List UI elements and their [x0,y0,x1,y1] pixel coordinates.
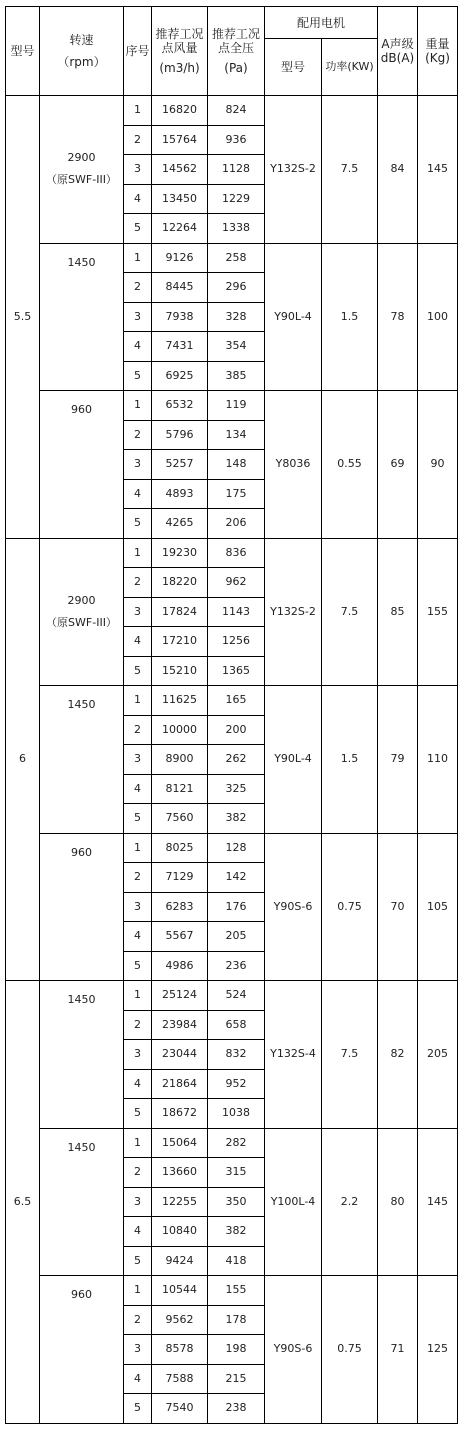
noise-cell: 71 [378,1276,418,1424]
pressure-cell: 382 [208,804,265,834]
table-row [6,391,458,421]
motor-model-cell: Y90S-6 [265,1276,322,1424]
pressure-cell: 142 [208,863,265,893]
pressure-cell: 315 [208,1158,265,1188]
seq-cell: 1 [124,391,152,421]
seq-cell: 4 [124,332,152,362]
table-body [6,96,458,1424]
flow-cell: 6925 [152,361,208,391]
seq-cell: 3 [124,302,152,332]
header-flow-line1: 推荐工况 [155,27,204,41]
speed-cell: 1450 [40,243,124,391]
model-cell: 6 [6,538,40,981]
seq-cell: 2 [124,1158,152,1188]
speed-cell [40,538,124,686]
flow-cell: 7560 [152,804,208,834]
table-row [6,243,458,273]
pressure-cell: 325 [208,774,265,804]
table-header [6,7,458,96]
flow-cell: 9126 [152,243,208,273]
seq-cell: 2 [124,273,152,303]
flow-cell: 9424 [152,1246,208,1276]
table-row [6,1276,458,1306]
weight-cell: 105 [418,833,458,981]
seq-cell: 2 [124,715,152,745]
flow-cell: 15064 [152,1128,208,1158]
pressure-cell: 200 [208,715,265,745]
weight-cell: 110 [418,686,458,834]
header-flow-unit: (m3/h) [159,61,200,75]
pressure-cell: 936 [208,125,265,155]
noise-cell: 79 [378,686,418,834]
pressure-cell: 119 [208,391,265,421]
motor-power-cell: 7.5 [322,981,378,1129]
flow-cell: 7588 [152,1364,208,1394]
seq-cell: 4 [124,627,152,657]
pressure-cell: 215 [208,1364,265,1394]
flow-cell: 13660 [152,1158,208,1188]
header-weight-label: 重量 [425,37,450,51]
flow-cell: 4265 [152,509,208,539]
pressure-cell: 832 [208,1040,265,1070]
seq-cell: 5 [124,656,152,686]
fan-spec-table [5,6,458,1424]
noise-cell: 82 [378,981,418,1129]
pressure-cell: 962 [208,568,265,598]
header-pressure [208,7,265,96]
flow-cell: 18220 [152,568,208,598]
flow-cell: 17210 [152,627,208,657]
flow-cell: 14562 [152,155,208,185]
seq-cell: 5 [124,951,152,981]
flow-cell: 10544 [152,1276,208,1306]
header-pressure-unit: (Pa) [224,61,248,75]
seq-cell: 2 [124,1305,152,1335]
pressure-cell: 1256 [208,627,265,657]
header-noise-line2: dB(A) [380,51,415,65]
seq-cell: 2 [124,420,152,450]
pressure-cell: 382 [208,1217,265,1247]
seq-cell: 1 [124,538,152,568]
motor-model-cell: Y132S-4 [265,981,322,1129]
seq-cell: 5 [124,1394,152,1424]
motor-model-cell: Y100L-4 [265,1128,322,1276]
noise-cell: 85 [378,538,418,686]
seq-cell: 3 [124,155,152,185]
flow-cell: 23044 [152,1040,208,1070]
pressure-cell: 296 [208,273,265,303]
seq-cell: 1 [124,96,152,126]
pressure-cell: 418 [208,1246,265,1276]
seq-cell: 3 [124,597,152,627]
flow-cell: 25124 [152,981,208,1011]
noise-cell: 78 [378,243,418,391]
table-row [6,981,458,1011]
header-weight [418,7,458,96]
pressure-cell: 258 [208,243,265,273]
seq-cell: 4 [124,184,152,214]
header-pressure-line1: 推荐工况 [211,27,260,41]
motor-power-cell: 1.5 [322,686,378,834]
motor-power-cell: 0.55 [322,391,378,539]
pressure-cell: 155 [208,1276,265,1306]
pressure-cell: 952 [208,1069,265,1099]
seq-cell: 3 [124,1040,152,1070]
flow-cell: 16820 [152,96,208,126]
flow-cell: 5796 [152,420,208,450]
flow-cell: 18672 [152,1099,208,1129]
seq-cell: 5 [124,1246,152,1276]
seq-cell: 3 [124,1187,152,1217]
seq-cell: 3 [124,745,152,775]
header-motor: 配用电机 [265,7,378,39]
model-cell: 6.5 [6,981,40,1424]
speed-note: （原SWF-III） [46,173,117,187]
weight-cell: 125 [418,1276,458,1424]
speed-cell: 960 [40,391,124,539]
pressure-cell: 524 [208,981,265,1011]
flow-cell: 5567 [152,922,208,952]
flow-cell: 17824 [152,597,208,627]
pressure-cell: 350 [208,1187,265,1217]
weight-cell: 100 [418,243,458,391]
weight-cell: 155 [418,538,458,686]
speed-value: 2900 [67,151,96,165]
seq-cell: 2 [124,125,152,155]
flow-cell: 11625 [152,686,208,716]
flow-cell: 7129 [152,863,208,893]
flow-cell: 6283 [152,892,208,922]
pressure-cell: 1128 [208,155,265,185]
seq-cell: 1 [124,981,152,1011]
motor-model-cell: Y90L-4 [265,243,322,391]
pressure-cell: 1038 [208,1099,265,1129]
header-flow-line2: 点风量 [161,41,198,55]
seq-cell: 1 [124,686,152,716]
motor-power-cell: 1.5 [322,243,378,391]
flow-cell: 8578 [152,1335,208,1365]
pressure-cell: 262 [208,745,265,775]
header-motor-power: 功率(KW) [322,39,378,96]
seq-cell: 1 [124,243,152,273]
pressure-cell: 1365 [208,656,265,686]
seq-cell: 4 [124,479,152,509]
seq-cell: 5 [124,361,152,391]
motor-power-cell: 2.2 [322,1128,378,1276]
flow-cell: 10000 [152,715,208,745]
flow-cell: 15764 [152,125,208,155]
seq-cell: 1 [124,1276,152,1306]
speed-cell: 1450 [40,686,124,834]
motor-model-cell: Y132S-2 [265,538,322,686]
motor-power-cell: 7.5 [322,538,378,686]
pressure-cell: 176 [208,892,265,922]
flow-cell: 4986 [152,951,208,981]
pressure-cell: 836 [208,538,265,568]
seq-cell: 5 [124,804,152,834]
pressure-cell: 1338 [208,214,265,244]
flow-cell: 4893 [152,479,208,509]
weight-cell: 90 [418,391,458,539]
header-speed [40,7,124,96]
header-noise-line1: A声级 [381,37,414,51]
seq-cell: 4 [124,774,152,804]
pressure-cell: 178 [208,1305,265,1335]
flow-cell: 23984 [152,1010,208,1040]
table-row [6,538,458,568]
speed-cell: 1450 [40,981,124,1129]
seq-cell: 4 [124,1217,152,1247]
motor-model-cell: Y90L-4 [265,686,322,834]
motor-model-cell: Y90S-6 [265,833,322,981]
pressure-cell: 205 [208,922,265,952]
flow-cell: 8025 [152,833,208,863]
seq-cell: 4 [124,1364,152,1394]
seq-cell: 5 [124,1099,152,1129]
pressure-cell: 148 [208,450,265,480]
model-cell: 5.5 [6,96,40,539]
pressure-cell: 238 [208,1394,265,1424]
pressure-cell: 385 [208,361,265,391]
header-speed-label: 转速 [69,33,94,47]
speed-value: 2900 [67,593,96,607]
flow-cell: 21864 [152,1069,208,1099]
pressure-cell: 165 [208,686,265,716]
table-row [6,686,458,716]
flow-cell: 8445 [152,273,208,303]
table-row [6,833,458,863]
speed-cell: 960 [40,833,124,981]
speed-cell: 1450 [40,1128,124,1276]
pressure-cell: 175 [208,479,265,509]
pressure-cell: 1229 [208,184,265,214]
seq-cell: 2 [124,863,152,893]
seq-cell: 3 [124,450,152,480]
motor-power-cell: 0.75 [322,1276,378,1424]
pressure-cell: 824 [208,96,265,126]
pressure-cell: 128 [208,833,265,863]
header-flow [152,7,208,96]
weight-cell: 205 [418,981,458,1129]
pressure-cell: 282 [208,1128,265,1158]
header-seq: 序号 [124,7,152,96]
flow-cell: 7938 [152,302,208,332]
header-noise [378,7,418,96]
header-model: 型号 [6,7,40,96]
pressure-cell: 134 [208,420,265,450]
pressure-cell: 236 [208,951,265,981]
motor-model-cell: Y8036 [265,391,322,539]
weight-cell: 145 [418,96,458,244]
pressure-cell: 198 [208,1335,265,1365]
speed-cell [40,96,124,244]
seq-cell: 5 [124,214,152,244]
seq-cell: 1 [124,1128,152,1158]
header-motor-model: 型号 [265,39,322,96]
noise-cell: 80 [378,1128,418,1276]
pressure-cell: 658 [208,1010,265,1040]
pressure-cell: 206 [208,509,265,539]
seq-cell: 5 [124,509,152,539]
flow-cell: 12255 [152,1187,208,1217]
seq-cell: 2 [124,568,152,598]
flow-cell: 8900 [152,745,208,775]
table-row [6,1128,458,1158]
motor-power-cell: 7.5 [322,96,378,244]
flow-cell: 5257 [152,450,208,480]
pressure-cell: 328 [208,302,265,332]
flow-cell: 9562 [152,1305,208,1335]
flow-cell: 7540 [152,1394,208,1424]
table-row [6,96,458,126]
noise-cell: 69 [378,391,418,539]
flow-cell: 15210 [152,656,208,686]
seq-cell: 4 [124,922,152,952]
seq-cell: 1 [124,833,152,863]
header-pressure-line2: 点全压 [217,41,254,55]
speed-cell: 960 [40,1276,124,1424]
flow-cell: 8121 [152,774,208,804]
flow-cell: 10840 [152,1217,208,1247]
spec-table-container [5,6,458,1424]
motor-power-cell: 0.75 [322,833,378,981]
header-speed-unit: （rpm） [57,55,106,69]
speed-note: （原SWF-III） [46,615,117,629]
seq-cell: 3 [124,1335,152,1365]
seq-cell: 3 [124,892,152,922]
seq-cell: 2 [124,1010,152,1040]
motor-model-cell: Y132S-2 [265,96,322,244]
flow-cell: 6532 [152,391,208,421]
flow-cell: 12264 [152,214,208,244]
seq-cell: 4 [124,1069,152,1099]
weight-cell: 145 [418,1128,458,1276]
header-weight-unit: (Kg) [425,51,450,65]
flow-cell: 7431 [152,332,208,362]
flow-cell: 13450 [152,184,208,214]
noise-cell: 84 [378,96,418,244]
noise-cell: 70 [378,833,418,981]
flow-cell: 19230 [152,538,208,568]
pressure-cell: 1143 [208,597,265,627]
pressure-cell: 354 [208,332,265,362]
